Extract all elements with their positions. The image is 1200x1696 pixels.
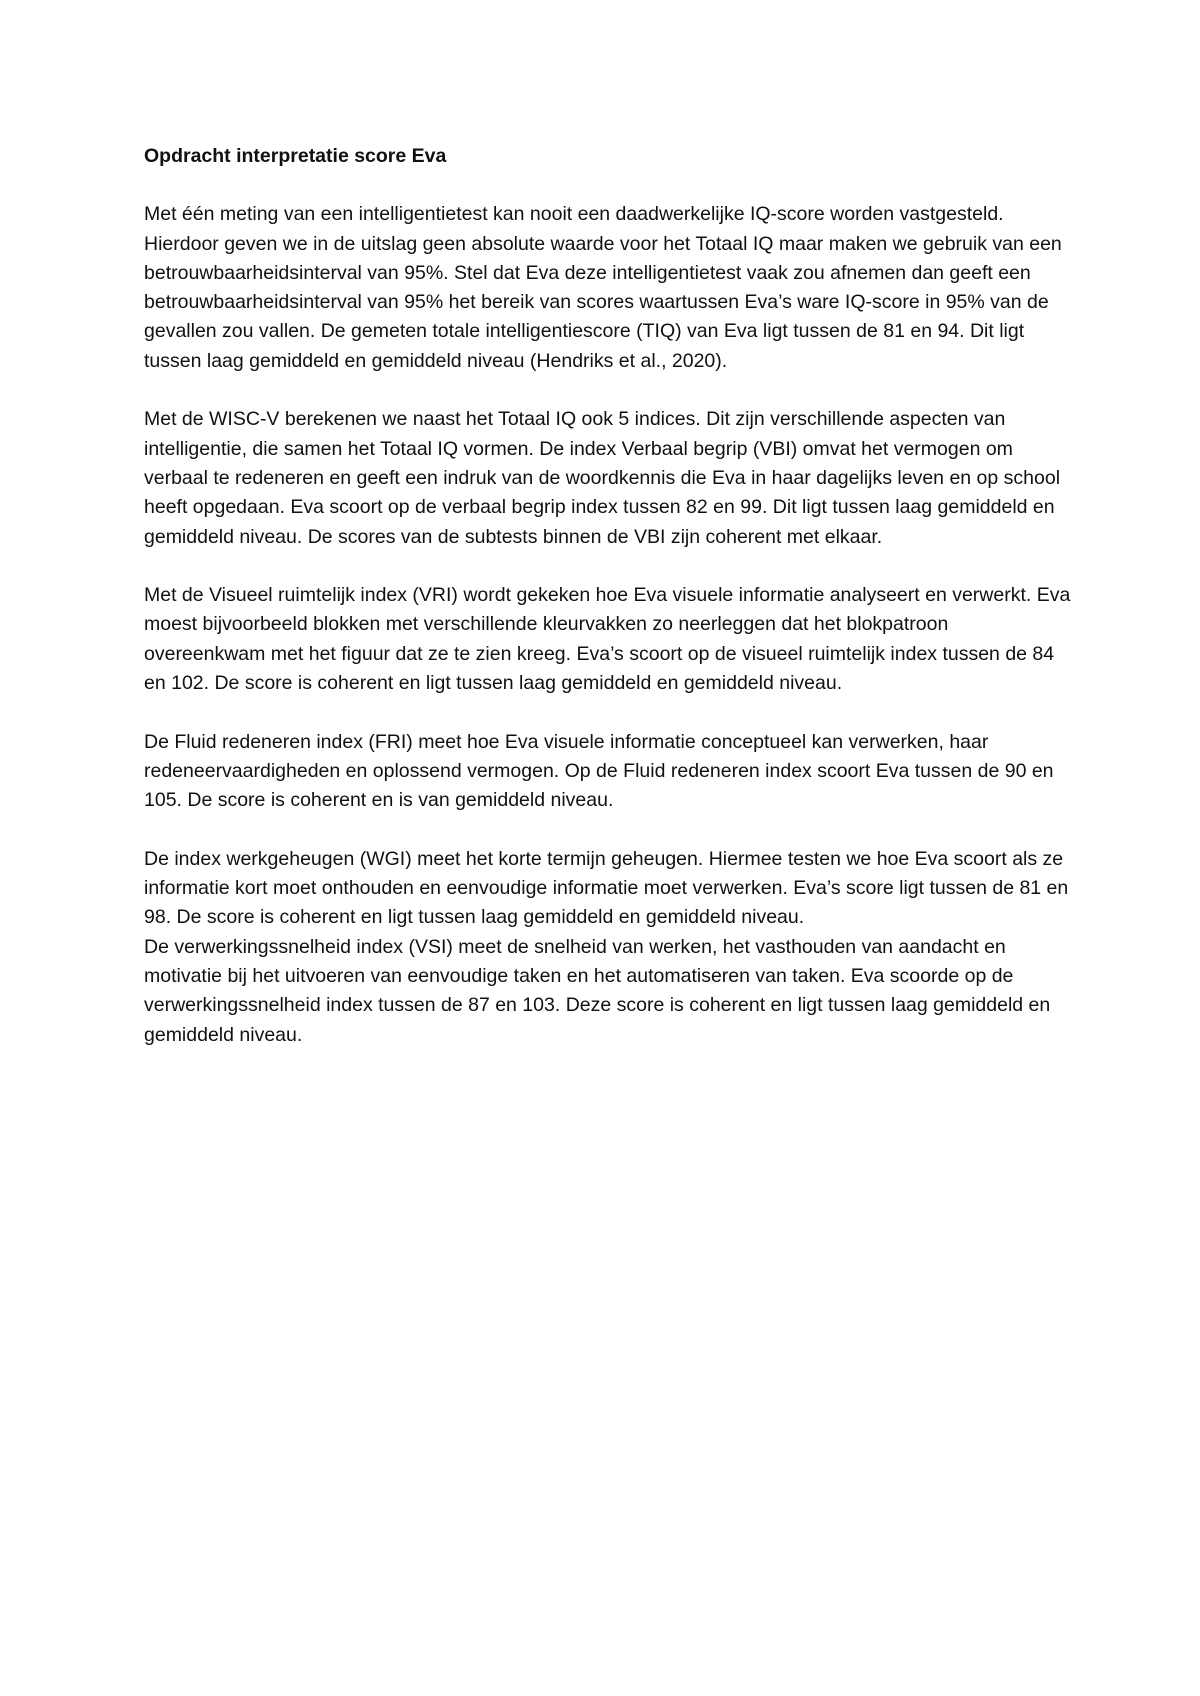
document-body [144, 142, 1074, 1079]
paragraph-tiq: Met één meting van een intelligentietest kan nooit een daadwerkelijke IQ-score worden vastgesteld. Hierdoor geven we in de uitslag geen absolute waarde voor het Totaal IQ maar maken we gebruik van een betrouwbaarheidsinterval van 95%. Stel dat Eva deze intelligentietest vaak zou afnemen dan geeft een betrouwbaarheidsinterval van 95% het bereik van scores waartussen Eva’s ware IQ-score in 95% van de gevallen zou vallen. De gemeten totale intelligentiescore (TIQ) van Eva ligt tussen de 81 en 94. Dit ligt tussen laag gemiddeld en gemiddeld niveau (Hendriks et al., 2020). [144, 203, 1062, 372]
paragraph-vbi: Met de WISC-V berekenen we naast het Totaal IQ ook 5 indices. Dit zijn verschillende aspecten van intelligentie, die samen het Totaal IQ vormen. De index Verbaal begrip (VBI) omvat het vermogen om verbaal te redeneren en geeft een indruk van de woordkennis die Eva in haar dagelijks leven en op school heeft opgedaan. Eva scoort op de verbaal begrip index tussen 82 en 99. Dit ligt tussen laag gemiddeld en gemiddeld niveau. De scores van de subtests binnen de VBI zijn coherent met elkaar. [144, 408, 1061, 548]
paragraph-vsi: De verwerkingssnelheid index (VSI) meet de snelheid van werken, het vasthouden van aandacht en motivatie bij het uitvoeren van eenvoudige taken en het automatiseren van taken. Eva scoorde op de verwerkingssnelheid index tussen de 87 en 103. Deze score is coherent en ligt tussen laag gemiddeld en gemiddeld niveau. [144, 935, 1051, 1046]
paragraph-fri: De Fluid redeneren index (FRI) meet hoe Eva visuele informatie conceptueel kan verwerken, haar redeneervaardigheden en oplossend vermogen. Op de Fluid redeneren index scoort Eva tussen de 90 en 105. De score is coherent en is van gemiddeld niveau. [144, 730, 1054, 812]
paragraph-vri: Met de Visueel ruimtelijk index (VRI) wordt gekeken hoe Eva visuele informatie analyseert en verwerkt. Eva moest bijvoorbeeld blokken met verschillende kleurvakken zo neerleggen dat het blokpatroon overeenkwam met het figuur dat ze te zien kreeg. Eva’s scoort op de visueel ruimtelijk index tussen de 84 en 102. De score is coherent en ligt tussen laag gemiddeld en gemiddeld niveau. [144, 584, 1071, 695]
paragraph-wgi: De index werkgeheugen (WGI) meet het korte termijn geheugen. Hiermee testen we hoe Eva scoort als ze informatie kort moet onthouden en eenvoudige informatie moet verwerken. Eva’s score ligt tussen de 81 en 98. De score is coherent en ligt tussen laag gemiddeld en gemiddeld niveau. [144, 847, 1069, 929]
document-title: Opdracht interpretatie score Eva [144, 145, 447, 167]
